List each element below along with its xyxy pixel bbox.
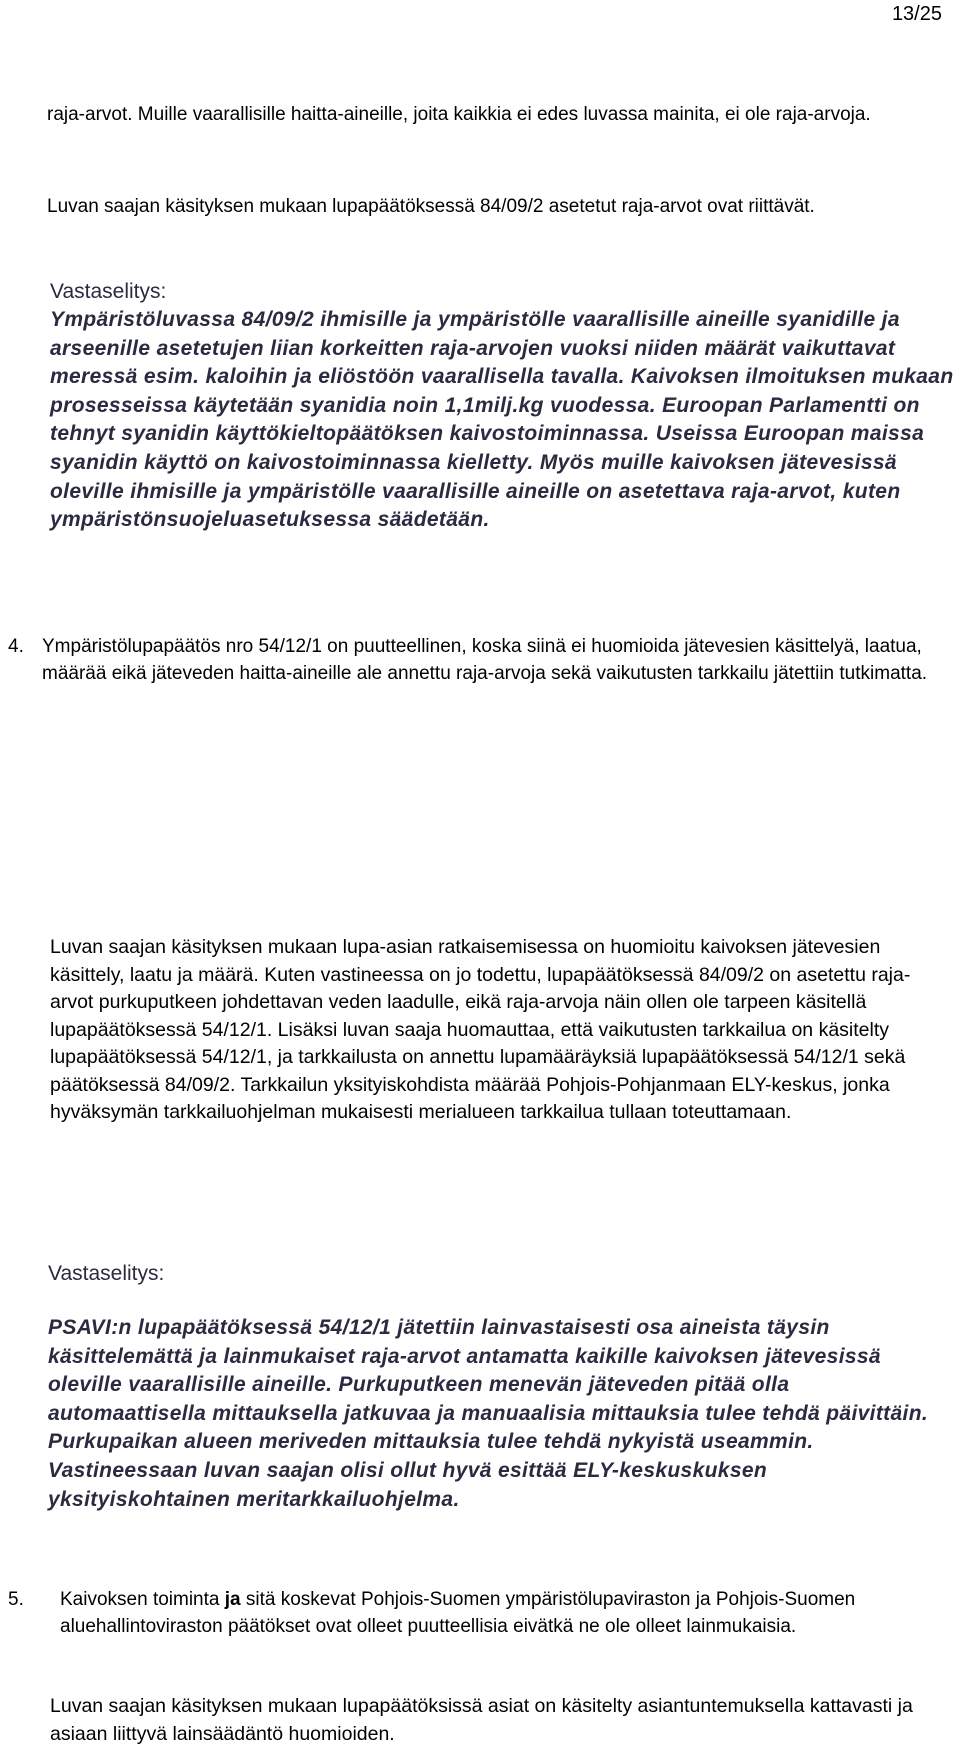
rebuttal-text-2: PSAVI:n lupapäätöksessä 54/12/1 jätettiin lainvastaisesti osa aineista täysin käsittelemättä ja lainmukaiset raja-arvot antamatta kaikille kaivoksen jätevesissä oleville vaarallisille aineille. Purkuputkeen menevän jäteveden pitää olla automaattisella mittauksella jatkuvaa ja manuaalisia mittauksia tulee tehdä päivittäin. Purkupaikan alueen meriveden mittauksia tulee tehdä nykyistä useammin. Vastineessaan luvan saajan olisi ollut hyvä esittää ELY-keskuskuksen yksityiskohtainen meritarkkailuohjelma.	[48, 1316, 929, 1511]
paragraph-limit-values: raja-arvot. Muille vaarallisille haitta-aineille, joita kaikkia ei edes luvassa mainita, ei ole raja-arvoja.	[47, 104, 871, 125]
response-paragraph-1: Luvan saajan käsityksen mukaan lupa-asian ratkaisemisessa on huomioitu kaivoksen jätevesien käsittely, laatu ja määrä. Kuten vastineessa on jo todettu, lupapäätöksessä 84/09/2 on asetettu raja-arvot purkuputkeen johdettavan veden laadulle, eikä raja-arvoja näin ollen ole tarpeen käsitellä lupapäätöksessä 54/12/1. Lisäksi luvan saaja huomauttaa, että vaikutusten tarkkailua on käsitelty lupapäätöksessä 54/12/1, ja tarkkailusta on annettu lupamääräyksiä lupapäätöksessä 54/12/1 sekä päätöksessä 84/09/2. Tarkkailun yksityiskohdista määrää Pohjois-Pohjanmaan ELY-keskus, jonka hyväksymän tarkkailuohjelman mukaisesti merialueen tarkkailua tullaan toteuttamaan.	[50, 936, 911, 1123]
list-item-number: 4.	[8, 636, 24, 657]
list-item-text	[60, 1586, 956, 1640]
rebuttal-label-1: Vastaselitys:	[50, 280, 167, 303]
list-item-4	[8, 633, 952, 718]
list-item-number: 5.	[8, 1589, 24, 1610]
rebuttal-text-1: Ympäristöluvassa 84/09/2 ihmisille ja ympäristölle vaarallisille aineille syanidille ja arseenille asetetujen liian korkeitten raja-arvojen vuoksi niiden määrät vaikuttavat meressä esim. kaloihin ja eliöstöön vaarallisella tavalla. Kaivoksen ilmoituksen mukaan prosesseissa käytetään syanidia noin 1,1milj.kg vuodessa. Euroopan Parlamentti on tehnyt syanidin käyttökieltopäätöksen kaivostoiminnassa. Useissa Euroopan maissa syanidin käyttö on kaivostoiminnassa kielletty. Myös muille kaivoksen jätevesissä oleville ihmisille ja ympäristölle vaarallisille aineille on asetettava raja-arvot, kuten ympäristönsuojeluasetuksessa säädetään.	[50, 308, 954, 532]
list-item-5	[8, 1586, 956, 1671]
list-item-text-end: sitä koskevat Pohjois-Suomen ympäristölupaviraston ja Pohjois-Suomen aluehallintoviraston päätökset ovat olleet puutteellisia eivätkä ne ole olleet lainmukaisia.	[60, 1589, 856, 1637]
paragraph-permit-holder-view: Luvan saajan käsityksen mukaan lupapäätöksessä 84/09/2 asetetut raja-arvot ovat riittävät.	[47, 196, 815, 217]
list-item-text: Ympäristölupapäätös nro 54/12/1 on puutteellinen, koska siinä ei huomioida jätevesien käsittelyä, laatua, määrää eikä jäteveden haitta-aineille ale annettu raja-arvoja sekä vaikutusten tarkkailu jätettiin tutkimatta.	[42, 636, 928, 684]
list-item-text-bold: ja	[224, 1589, 241, 1610]
response-paragraph-2: Luvan saajan käsityksen mukaan lupapäätöksissä asiat on käsitelty asiantuntemuksella kattavasti ja asiaan liittyvä lainsäädäntö huomioiden.	[50, 1695, 913, 1745]
rebuttal-label-2: Vastaselitys:	[48, 1262, 165, 1285]
page-number: 13/25	[891, 3, 942, 25]
list-item-text-start: Kaivoksen toiminta	[60, 1589, 225, 1610]
